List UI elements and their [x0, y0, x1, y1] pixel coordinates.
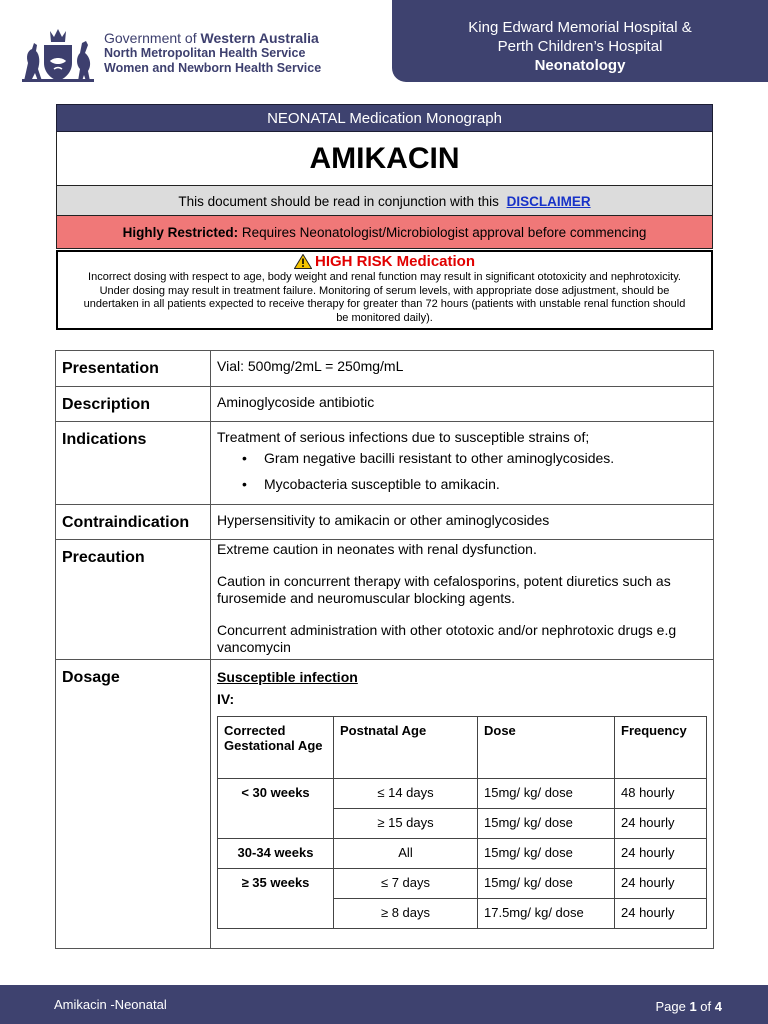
high-risk-text: Incorrect dosing with respect to age, body weight and renal function may result in significant ototoxicity and nephrotoxicity. Under dosing may result in treatment failure. Monitoring of serum levels, with appropriate dose adjustment, should be undertaken in all patients expected to receive therapy for greater than 72 hours (patients with unstable renal function should be monitored daily). — [83, 271, 686, 324]
coat-of-arms-icon — [18, 23, 100, 83]
monograph-table — [55, 350, 714, 949]
government-logo — [18, 22, 348, 84]
dose-cell: 15mg/ kg/ dose — [478, 869, 615, 899]
table-row — [218, 779, 707, 809]
monograph-type: NEONATAL Medication Monograph — [56, 104, 713, 132]
hospital-department: Neonatology — [534, 57, 626, 74]
restriction-notice — [56, 216, 713, 249]
disclaimer-link[interactable]: DISCLAIMER — [506, 194, 591, 209]
postnatal-age-cell: ≥ 8 days — [334, 899, 478, 929]
page-footer — [0, 985, 768, 1024]
warning-icon — [294, 254, 312, 269]
column-header: Frequency — [615, 717, 707, 779]
dosage-subheading: Susceptible infection — [217, 669, 358, 685]
presentation-value: Vial: 500mg/2mL = 250mg/mL — [211, 351, 714, 387]
high-risk-title: HIGH RISK Medication — [58, 253, 711, 270]
table-row — [56, 387, 714, 422]
description-value: Aminoglycoside antibiotic — [211, 387, 714, 422]
frequency-cell: 24 hourly — [615, 809, 707, 839]
postnatal-age-cell: All — [334, 839, 478, 869]
postnatal-age-cell: ≤ 14 days — [334, 779, 478, 809]
column-header: Corrected Gestational Age — [218, 717, 334, 779]
monograph-title-block — [56, 104, 713, 249]
postnatal-age-cell: ≥ 15 days — [334, 809, 478, 839]
list-item: • Mycobacteria susceptible to amikacin. — [239, 476, 707, 492]
dose-cell: 15mg/ kg/ dose — [478, 809, 615, 839]
gov-name: Government of Western Australia — [104, 29, 319, 46]
precaution-label: Precaution — [56, 540, 211, 660]
high-risk-box — [56, 250, 713, 330]
contraindication-label: Contraindication — [56, 505, 211, 540]
government-text — [104, 31, 321, 76]
gov-division: Women and Newborn Health Service — [104, 60, 322, 75]
gestational-age-cell: ≥ 35 weeks — [218, 869, 334, 929]
frequency-cell: 24 hourly — [615, 869, 707, 899]
hospital-name-2: Perth Children’s Hospital — [497, 38, 663, 55]
indications-list — [217, 450, 707, 492]
gestational-age-cell: 30-34 weeks — [218, 839, 334, 869]
dose-cell: 15mg/ kg/ dose — [478, 779, 615, 809]
dose-table-header — [218, 717, 707, 779]
gov-service: North Metropolitan Health Service — [104, 45, 306, 60]
column-header: Postnatal Age — [334, 717, 478, 779]
frequency-cell: 24 hourly — [615, 839, 707, 869]
table-row — [56, 505, 714, 540]
dose-table — [217, 716, 707, 929]
column-header: Dose — [478, 717, 615, 779]
table-row — [56, 422, 714, 505]
list-item: • Gram negative bacilli resistant to other aminoglycosides. — [239, 450, 707, 466]
precaution-p3: Concurrent administration with other ototoxic and/or nephrotoxic drugs e.g vancomycin — [217, 622, 677, 655]
precaution-value — [211, 540, 714, 660]
table-row — [56, 540, 714, 660]
dosage-value — [211, 660, 714, 949]
disclaimer-row — [56, 185, 713, 216]
presentation-label: Presentation — [56, 351, 211, 387]
frequency-cell: 24 hourly — [615, 899, 707, 929]
contraindication-value: Hypersensitivity to amikacin or other aminoglycosides — [211, 505, 714, 540]
page-number: Page 1 of 4 — [655, 999, 722, 1014]
precaution-p2: Caution in concurrent therapy with cefalosporins, potent diuretics such as furosemide and neuromuscular blocking agents. — [217, 573, 671, 606]
indications-label: Indications — [56, 422, 211, 505]
hospital-banner — [392, 0, 768, 82]
dose-cell: 17.5mg/ kg/ dose — [478, 899, 615, 929]
table-row — [218, 869, 707, 899]
table-row — [56, 351, 714, 387]
drug-name: AMIKACIN — [56, 132, 713, 185]
frequency-cell: 48 hourly — [615, 779, 707, 809]
postnatal-age-cell: ≤ 7 days — [334, 869, 478, 899]
dosage-label: Dosage — [56, 660, 211, 949]
hospital-name-1: King Edward Memorial Hospital & — [468, 19, 692, 36]
indications-value — [211, 422, 714, 505]
restriction-label: Highly Restricted: — [122, 225, 239, 240]
dose-cell: 15mg/ kg/ dose — [478, 839, 615, 869]
disclaimer-text: This document should be read in conjunction with this — [178, 194, 499, 209]
table-row — [56, 660, 714, 949]
dosage-route: IV: — [217, 691, 235, 707]
restriction-text: Requires Neonatologist/Microbiologist approval before commencing — [238, 225, 647, 240]
gestational-age-cell: < 30 weeks — [218, 779, 334, 839]
table-row — [218, 839, 707, 869]
footer-document-name: Amikacin -Neonatal — [54, 997, 167, 1012]
description-label: Description — [56, 387, 211, 422]
precaution-p1: Extreme caution in neonates with renal dysfunction. — [217, 541, 537, 557]
indications-intro: Treatment of serious infections due to susceptible strains of; — [217, 429, 590, 445]
